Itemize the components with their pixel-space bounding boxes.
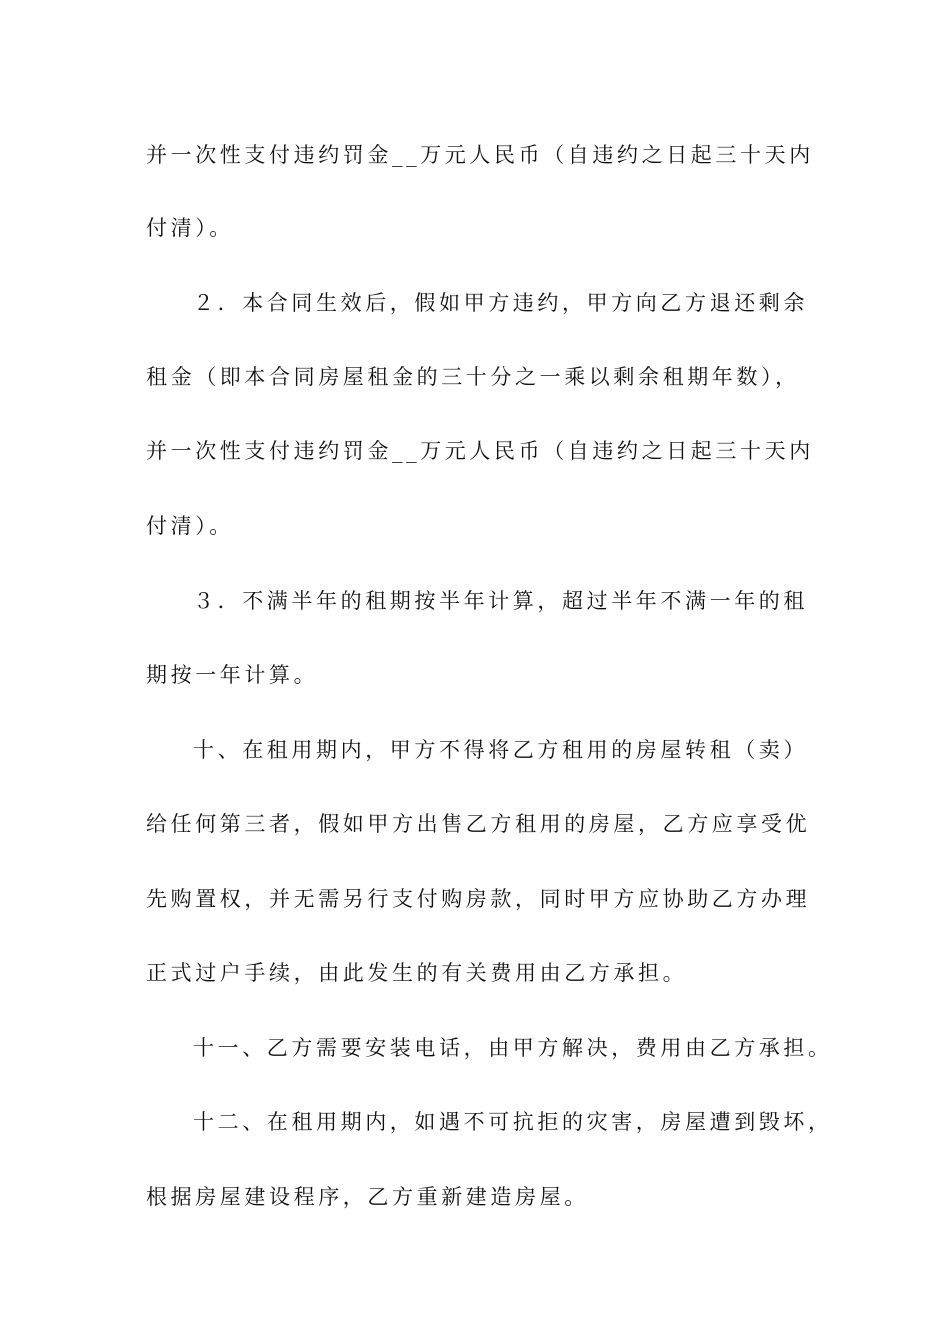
text-line: ３．不满半年的租期按半年计算，超过半年不满一年的租: [193, 589, 808, 613]
text-line: 十二、在租用期内，如遇不可抗拒的灾害，房屋遭到毁坏，: [193, 1110, 833, 1134]
text-line: 期按一年计算。: [146, 663, 319, 687]
text-line: 正式过户手续，由此发生的有关费用由乙方承担。: [146, 961, 688, 985]
text-line: 租金（即本合同房屋租金的三十分之一乘以剩余租期年数），: [146, 365, 800, 389]
text-line: 根据房屋建设程序，乙方重新建造房屋。: [146, 1185, 589, 1209]
text-line: 先购置权，并无需另行支付购房款，同时甲方应协助乙方办理: [146, 887, 811, 911]
text-line: ２．本合同生效后，假如甲方违约，甲方向乙方退还剩余: [193, 291, 808, 315]
text-line: 十一、乙方需要安装电话，由甲方解决，费用由乙方承担。: [193, 1036, 833, 1060]
text-line: 付清）。: [146, 216, 234, 240]
text-line: 付清）。: [146, 514, 234, 538]
text-line: 给任何第三者，假如甲方出售乙方租用的房屋，乙方应享受优: [146, 812, 811, 836]
text-line: 并一次性支付违约罚金__万元人民币（自违约之日起三十天内: [146, 143, 814, 167]
text-line: 并一次性支付违约罚金__万元人民币（自违约之日起三十天内: [146, 439, 814, 463]
text-line: 十、在租用期内，甲方不得将乙方租用的房屋转租（卖）: [193, 738, 808, 762]
